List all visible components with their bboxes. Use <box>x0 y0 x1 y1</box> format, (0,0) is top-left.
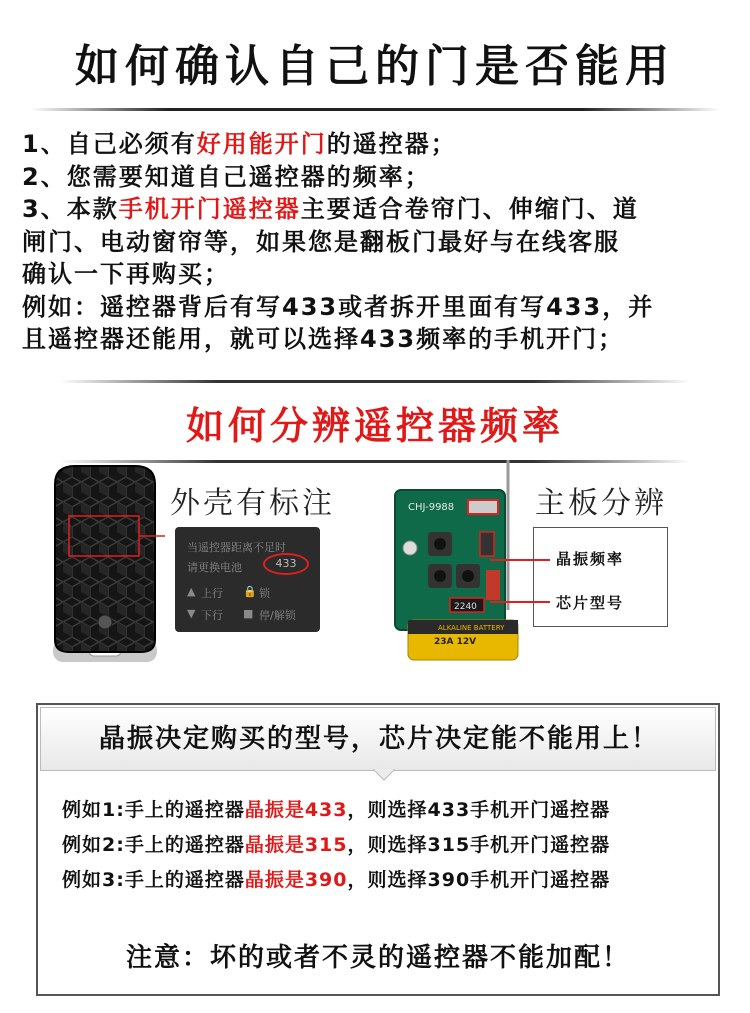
panel-header <box>40 707 716 771</box>
section-divider <box>60 380 690 383</box>
text: ，则选择390手机开门遥控器 <box>347 869 611 891</box>
down-arrow-icon: ▼ <box>187 607 196 620</box>
up-arrow-icon: ▲ <box>187 585 196 598</box>
board-label: 主板分辨 <box>535 486 667 521</box>
board-leader-lines <box>490 540 550 610</box>
lock-icon: 🔒 <box>243 585 257 598</box>
page-title: 如何确认自己的门是否能用 <box>75 41 675 92</box>
text: ，则选择315手机开门遥控器 <box>347 834 611 856</box>
instruction-line-6: 例如：遥控器背后有写433或者拆开里面有写433，并 <box>22 292 655 321</box>
instruction-line-1 <box>22 128 742 161</box>
text: 3、本款 <box>22 195 119 223</box>
instructions <box>22 128 742 356</box>
highlight: 晶振是390 <box>244 869 348 891</box>
instruction-line-5: 确认一下再购买； <box>22 260 230 288</box>
remote-control-image <box>45 462 165 667</box>
text: 例如2:手上的遥控器 <box>62 834 245 856</box>
callout-line-2: 请更换电池 <box>187 561 242 574</box>
example-row-1 <box>62 795 610 822</box>
up-label: 上行 <box>201 587 223 600</box>
chip-marking: 2240 <box>454 602 477 612</box>
section-subtitle: 如何分辨遥控器频率 <box>185 404 564 448</box>
instruction-line-7: 且遥控器还能用，就可以选择433频率的手机开门； <box>22 325 625 353</box>
highlight: 晶振是433 <box>244 799 348 821</box>
title-divider <box>30 108 720 111</box>
lock-label: 锁 <box>259 587 270 600</box>
text: 的遥控器； <box>326 130 457 158</box>
panel-notch <box>373 769 395 781</box>
text: 例如3:手上的遥控器 <box>62 869 245 891</box>
battery-brand: ALKALINE BATTERY <box>438 624 505 632</box>
warning-note: 注意：坏的或者不灵的遥控器不能加配！ <box>125 943 630 973</box>
crystal-frequency-tag: 晶振频率 <box>556 550 625 568</box>
highlight: 手机开门遥控器 <box>118 195 301 223</box>
battery-spec: 23A 12V <box>434 637 477 647</box>
callout-line-1: 当遥控器距离不足时 <box>187 541 286 554</box>
highlight: 晶振是315 <box>244 834 348 856</box>
board-model-text: CHJ-9988 <box>408 502 455 513</box>
frequency-marking: 433 <box>263 553 309 575</box>
down-label: 下行 <box>201 609 223 622</box>
unlock-icon: ■ <box>243 607 254 620</box>
instruction-line-2: 2、您需要知道自己遥控器的频率； <box>22 162 431 191</box>
instruction-line-3 <box>22 193 742 226</box>
text: ，则选择433手机开门遥控器 <box>347 799 611 821</box>
examples-panel <box>36 703 720 996</box>
text: 主要适合卷帘门、伸缩门、道 <box>300 195 639 223</box>
example-row-2 <box>62 830 610 857</box>
shell-label-closeup <box>175 527 320 632</box>
instruction-line-4: 闸门、电动窗帘等，如果您是翻板门最好与在线客服 <box>22 227 620 256</box>
example-row-3 <box>62 865 610 892</box>
panel-header-text: 晶振决定购买的型号，芯片决定能不能用上！ <box>98 724 659 754</box>
text: 例如1:手上的遥控器 <box>62 799 245 821</box>
chip-model-tag: 芯片型号 <box>556 594 625 612</box>
stop-label: 停/解锁 <box>259 609 296 622</box>
text: 1、自己必须有 <box>22 130 197 158</box>
highlight: 好用能开门 <box>196 130 327 158</box>
shell-label: 外壳有标注 <box>170 486 335 521</box>
